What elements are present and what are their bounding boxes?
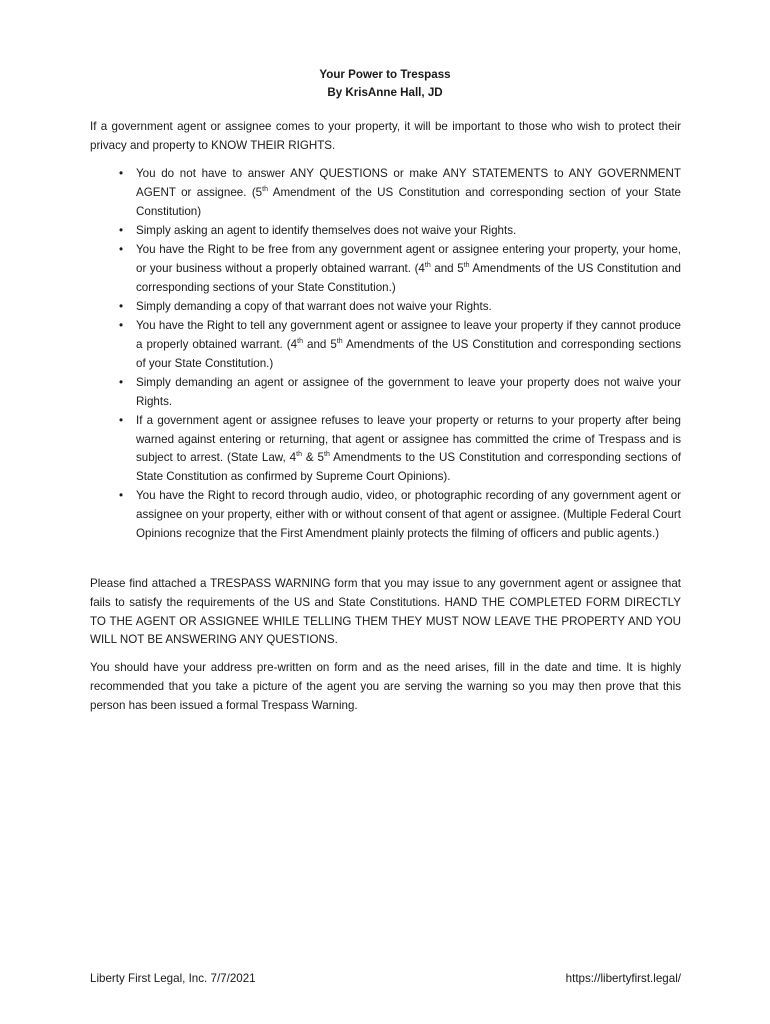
rights-bullet-item xyxy=(90,222,681,241)
footer-left: Liberty First Legal, Inc. 7/7/2021 xyxy=(90,972,256,985)
instructions-paragraph: You should have your address pre-written on form and as the need arises, fill in the date and time. It is highly recommended that you take a picture of the agent you are serving the warning so you may then prove that this person has been issued a formal Trespass Warning. xyxy=(90,661,681,712)
document-author: By KrisAnne Hall, JD xyxy=(327,86,443,99)
bullet-text: If a government agent or assignee refuses to leave your property or returns to your property after being warned against entering or returning, that agent or assignee has committed the crime of Trespass and is subject to arrest. (State Law, 4th & 5th Amendments to the US Constitution and corresponding sections of State Constitution as confirmed by Supreme Court Opinions). xyxy=(136,413,681,484)
rights-bullet-item xyxy=(90,165,681,221)
title-block xyxy=(0,66,770,102)
bullet-text: You have the Right to be free from any government agent or assignee entering your property, your home, or your business without a properly obtained warrant. (4th and 5th Amendments of the US Constitution and corresponding sections of your State Constitution.) xyxy=(136,242,681,294)
rights-bullet-item xyxy=(90,298,681,317)
bullet-text: Simply demanding a copy of that warrant does not waive your Rights. xyxy=(136,299,492,313)
rights-bullet-item xyxy=(90,412,681,487)
footer-url: https://libertyfirst.legal/ xyxy=(565,972,681,985)
trespass-warning-paragraph: Please find attached a TRESPASS WARNING form that you may issue to any government agent or assignee that fails to satisfy the requirements of the US and State Constitutions. HAND THE COMPLETED FORM DIRECTLY TO THE AGENT OR ASSIGNEE WHILE TELLING THEM THEY MUST NOW LEAVE THE PROPERTY AND YOU WILL NOT BE ANSWERING ANY QUESTIONS. xyxy=(90,577,681,647)
rights-bullet-item xyxy=(90,241,681,297)
bullet-text: You have the Right to tell any government agent or assignee to leave your property if they cannot produce a properly obtained warrant. (4th and 5th Amendments of the US Constitution and corresponding sections of your State Constitution.) xyxy=(136,318,681,370)
bullet-text: Simply demanding an agent or assignee of the government to leave your property does not waive your Rights. xyxy=(136,375,681,408)
rights-bullet-item xyxy=(90,317,681,373)
intro-paragraph: If a government agent or assignee comes to your property, it will be important to those who wish to protect their privacy and property to KNOW THEIR RIGHTS. xyxy=(90,120,681,152)
document-title: Your Power to Trespass xyxy=(319,68,451,81)
rights-bullet-item xyxy=(90,487,681,543)
rights-bullet-list xyxy=(90,165,681,544)
rights-bullet-item xyxy=(90,374,681,412)
bullet-icon: • xyxy=(118,318,124,332)
bullet-icon: • xyxy=(118,413,124,427)
bullet-icon: • xyxy=(118,489,124,503)
bullet-text: You have the Right to record through audio, video, or photographic recording of any government agent or assignee on your property, either with or without consent of that agent or assignee. (Multiple Federal Court Opinions recognize that the First Amendment plainly protects the filming of officers and public agents.) xyxy=(136,489,681,540)
bullet-icon: • xyxy=(118,242,124,256)
bullet-icon: • xyxy=(118,375,124,389)
bullet-icon: • xyxy=(118,299,124,313)
bullet-text: You do not have to answer ANY QUESTIONS or make ANY STATEMENTS to ANY GOVERNMENT AGENT or assignee. (5th Amendment of the US Constitution and corresponding section of your State Constitution) xyxy=(136,167,681,218)
bullet-text: Simply asking an agent to identify themselves does not waive your Rights. xyxy=(136,223,517,237)
bullet-icon: • xyxy=(118,167,124,180)
bullet-icon: • xyxy=(118,223,124,237)
